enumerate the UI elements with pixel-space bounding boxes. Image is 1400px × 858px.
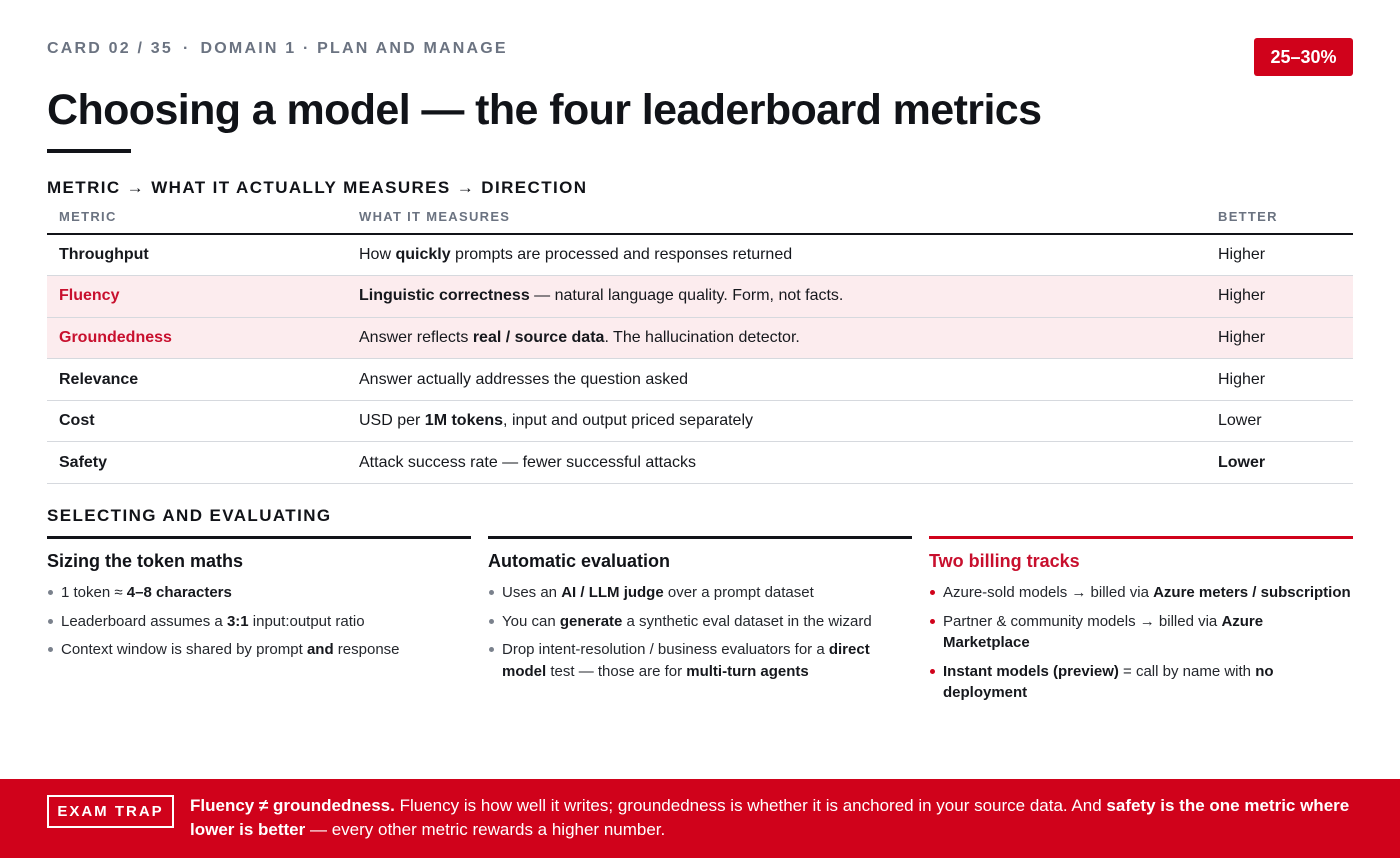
metric-description: How quickly prompts are processed and responses returned [347, 234, 1206, 276]
metric-description: Attack success rate — fewer successful attacks [347, 442, 1206, 484]
metric-name: Cost [47, 400, 347, 442]
metrics-table [47, 200, 1353, 484]
metric-direction: Lower [1206, 400, 1353, 442]
list-item: You can generate a synthetic eval dataset in the wizard [488, 611, 912, 633]
panel-title: Automatic evaluation [488, 551, 671, 571]
column-header-measures: WHAT IT MEASURES [347, 200, 1206, 234]
bullet-list [488, 582, 912, 682]
metric-name: Throughput [47, 234, 347, 276]
panel-title: Two billing tracks [929, 551, 1080, 571]
list-item: Instant models (preview) = call by name with no deployment [929, 661, 1353, 704]
bullet-list [929, 582, 1353, 704]
selecting-section-heading: SELECTING AND EVALUATING [47, 506, 332, 525]
list-item: 1 token ≈ 4–8 characters [47, 582, 471, 604]
metric-direction: Higher [1206, 317, 1353, 359]
billing-tracks-panel [929, 536, 1353, 711]
breadcrumb-separator: · [183, 40, 191, 57]
metric-description: Answer reflects real / source data. The hallucination detector. [347, 317, 1206, 359]
metric-name: Safety [47, 442, 347, 484]
title-underline [47, 149, 131, 153]
table-row-cost [47, 400, 1353, 442]
metrics-section-heading: METRIC → WHAT IT ACTUALLY MEASURES → DIRECTION [47, 178, 588, 197]
automatic-evaluation-panel [488, 536, 912, 711]
table-row-fluency [47, 276, 1353, 318]
bullet-list [47, 582, 471, 661]
card-counter: CARD 02 / 35 [47, 40, 173, 57]
card-breadcrumb [47, 40, 508, 58]
exam-trap-banner [0, 779, 1400, 858]
metric-direction: Higher [1206, 234, 1353, 276]
list-item: Drop intent-resolution / business evaluators for a direct model test — those are for multi-turn agents [488, 639, 912, 682]
evaluation-columns [47, 536, 1353, 711]
exam-weight-badge: 25–30% [1254, 38, 1353, 76]
metric-name: Fluency [47, 276, 347, 318]
table-row-safety [47, 442, 1353, 484]
page-title: Choosing a model — the four leaderboard metrics [47, 86, 1042, 134]
domain-label: DOMAIN 1 · PLAN AND MANAGE [200, 40, 508, 57]
metric-description: Answer actually addresses the question asked [347, 359, 1206, 401]
table-row-relevance [47, 359, 1353, 401]
column-header-better: BETTER [1206, 200, 1353, 234]
metric-direction: Lower [1206, 442, 1353, 484]
metric-direction: Higher [1206, 276, 1353, 318]
table-header-row [47, 200, 1353, 234]
table-row-groundedness [47, 317, 1353, 359]
token-maths-panel [47, 536, 471, 711]
panel-title: Sizing the token maths [47, 551, 244, 571]
list-item: Partner & community models → billed via Azure Marketplace [929, 611, 1353, 654]
list-item: Azure-sold models → billed via Azure meters / subscription [929, 582, 1353, 604]
metric-description: USD per 1M tokens, input and output priced separately [347, 400, 1206, 442]
metric-name: Groundedness [47, 317, 347, 359]
metric-description: Linguistic correctness — natural language quality. Form, not facts. [347, 276, 1206, 318]
list-item: Uses an AI / LLM judge over a prompt dataset [488, 582, 912, 604]
column-header-metric: METRIC [47, 200, 347, 234]
metric-direction: Higher [1206, 359, 1353, 401]
list-item: Leaderboard assumes a 3:1 input:output ratio [47, 611, 471, 633]
list-item: Context window is shared by prompt and response [47, 639, 471, 661]
table-row-throughput [47, 234, 1353, 276]
exam-trap-tag: EXAM TRAP [47, 795, 174, 828]
exam-trap-text: Fluency ≠ groundedness. Fluency is how well it writes; groundedness is whether it is anchored in your source data. And safety is the one metric where lower is better — every other metric rewards a higher number. [190, 796, 1350, 839]
metric-name: Relevance [47, 359, 347, 401]
